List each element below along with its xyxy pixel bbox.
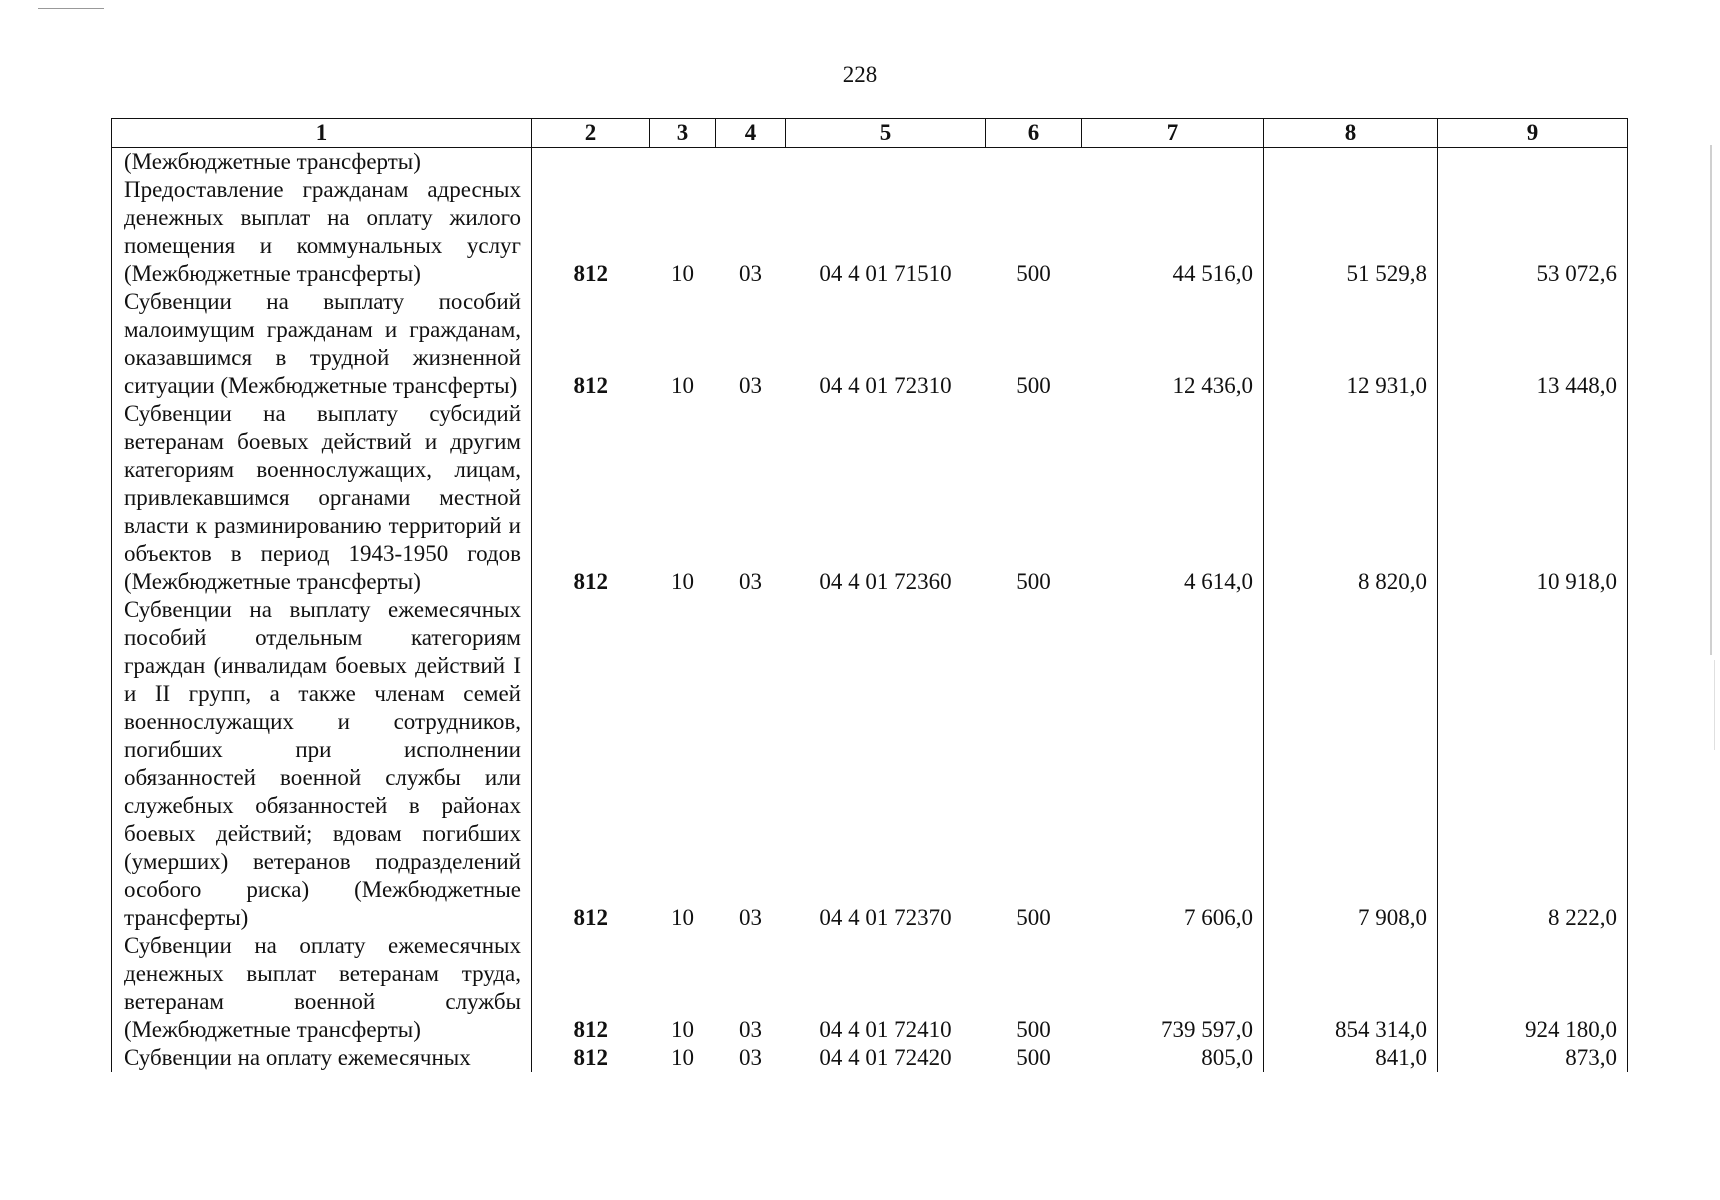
row-target: 04 4 01 72310 [819, 373, 952, 398]
table-row [112, 288, 1628, 400]
column-header: 2 [532, 119, 650, 148]
row-subsection: 03 [739, 373, 762, 398]
row-name: Субвенции на выплату ежемесячных пособий отдельным категориям граждан (инвалидам боевых действий I и II групп, а также членам семей военнослужащих и сотрудников, погибших при исполнении обязанностей военной службы или служебных обязанностей в районах боевых действий; вдовам погибших (умерших) ветеранов подразделений особого риска) (Межбюджетные трансферты) [112, 596, 532, 932]
row-code [532, 148, 650, 177]
row-expense: 500 [1016, 261, 1051, 286]
row-subsection: 03 [739, 261, 762, 286]
budget-table [111, 118, 1628, 1072]
row-y2: 8 820,0 [1264, 400, 1438, 596]
row-code: 812 [532, 596, 650, 932]
column-header: 3 [650, 119, 716, 148]
table-header-row [112, 119, 1628, 148]
row-y2: 12 931,0 [1264, 288, 1438, 400]
column-header: 7 [1082, 119, 1264, 148]
row-target: 04 4 01 72360 [819, 569, 952, 594]
column-header: 1 [112, 119, 532, 148]
row-y1 [1082, 148, 1264, 177]
row-expense: 500 [1016, 569, 1051, 594]
row-name: Субвенции на выплату пособий малоимущим гражданам и гражданам, оказавшимся в трудной жизненной ситуации (Межбюджетные трансферты) [112, 288, 532, 400]
row-section: 10 [671, 905, 694, 930]
row-code: 812 [532, 288, 650, 400]
column-header: 4 [716, 119, 786, 148]
row-target: 04 4 01 71510 [819, 261, 952, 286]
table-row [112, 400, 1628, 596]
row-name: Субвенции на выплату субсидий ветеранам боевых действий и другим категориям военнослужащих, лицам, привлекавшимся органами местной власти к разминированию территорий и объектов в период 1943-1950 годов (Межбюджетные трансферты) [112, 400, 532, 596]
column-header: 8 [1264, 119, 1438, 148]
row-y3: 53 072,6 [1438, 176, 1628, 288]
row-name: Предоставление гражданам адресных денежных выплат на оплату жилого помещения и коммунальных услуг (Межбюджетные трансферты) [112, 176, 532, 288]
row-y1: 7 606,0 [1184, 905, 1253, 930]
corner-mark [38, 8, 104, 9]
row-subsection [716, 148, 786, 177]
scan-edge-line [1710, 145, 1712, 655]
row-target [786, 148, 986, 177]
row-section: 10 [671, 1017, 694, 1042]
page-number: 228 [842, 62, 878, 87]
row-section: 10 [671, 373, 694, 398]
row-expense: 500 [1016, 373, 1051, 398]
row-code: 812 [532, 176, 650, 288]
row-name: Субвенции на оплату ежемесячных денежных выплат ветеранам труда, ветеранам военной службы (Межбюджетные трансферты) [112, 932, 532, 1044]
row-y2: 7 908,0 [1264, 596, 1438, 932]
row-subsection: 03 [739, 1045, 762, 1070]
row-y2 [1264, 148, 1438, 177]
row-y3 [1438, 148, 1628, 177]
row-y2: 854 314,0 [1264, 932, 1438, 1044]
row-y3: 924 180,0 [1438, 932, 1628, 1044]
row-code: 812 [532, 932, 650, 1044]
row-target: 04 4 01 72370 [819, 905, 952, 930]
scan-edge-line [1714, 660, 1715, 750]
row-y1: 44 516,0 [1172, 261, 1253, 286]
table-row [112, 148, 1628, 177]
row-subsection: 03 [739, 1017, 762, 1042]
row-y1: 12 436,0 [1172, 373, 1253, 398]
row-y3: 8 222,0 [1438, 596, 1628, 932]
row-expense [986, 148, 1082, 177]
row-y1: 739 597,0 [1161, 1017, 1253, 1042]
row-y3: 13 448,0 [1438, 288, 1628, 400]
row-y2: 841,0 [1264, 1044, 1438, 1072]
row-code: 812 [532, 400, 650, 596]
column-header: 5 [786, 119, 986, 148]
row-y1: 805,0 [1201, 1045, 1253, 1070]
row-section: 10 [671, 261, 694, 286]
column-header: 6 [986, 119, 1082, 148]
row-expense: 500 [1016, 1017, 1051, 1042]
row-code: 812 [532, 1044, 650, 1072]
table-row [112, 1044, 1628, 1072]
table-row [112, 932, 1628, 1044]
row-section: 10 [671, 1045, 694, 1070]
row-section: 10 [671, 569, 694, 594]
row-name: Субвенции на оплату ежемесячных [112, 1044, 532, 1072]
row-section [650, 148, 716, 177]
table-row [112, 176, 1628, 288]
row-subsection: 03 [739, 569, 762, 594]
column-header: 9 [1438, 119, 1628, 148]
row-expense: 500 [1016, 1045, 1051, 1070]
row-y3: 10 918,0 [1438, 400, 1628, 596]
row-subsection: 03 [739, 905, 762, 930]
row-y1: 4 614,0 [1184, 569, 1253, 594]
row-target: 04 4 01 72420 [819, 1045, 952, 1070]
row-target: 04 4 01 72410 [819, 1017, 952, 1042]
row-expense: 500 [1016, 905, 1051, 930]
row-y3: 873,0 [1438, 1044, 1628, 1072]
table-row [112, 596, 1628, 932]
row-y2: 51 529,8 [1264, 176, 1438, 288]
row-name: (Межбюджетные трансферты) [112, 148, 532, 177]
